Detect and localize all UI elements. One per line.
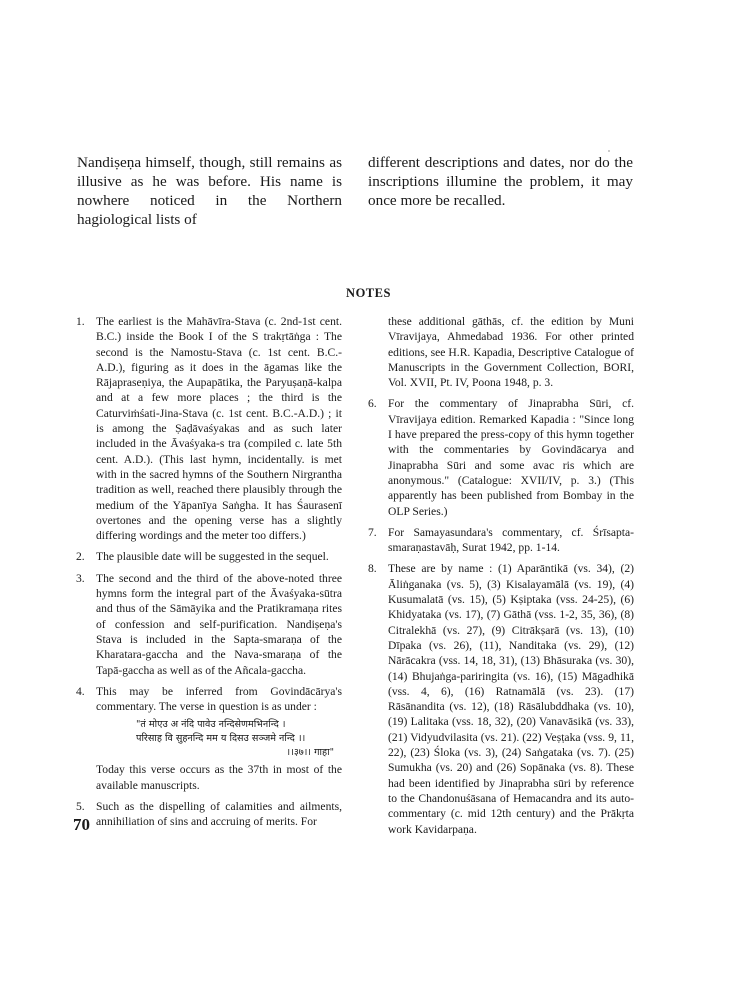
notes-right-column (368, 314, 634, 843)
verse-line: परिसाह वि सुहनन्दि मम य दिसउ सञ्जमे नन्दि ।। (136, 733, 306, 745)
note-number: 7. (368, 525, 377, 539)
top-left-paragraph: Nandiṣeṇa himself, though, still remains as illusive as he was before. His name is nowhere noticed in the Northern hagiological lists of (77, 154, 342, 228)
top-right-paragraph: different descriptions and dates, nor do the inscriptions illumine the problem, it may once more be recalled. (368, 154, 633, 209)
note-5-continued (368, 314, 634, 390)
note-2 (76, 549, 342, 564)
note-number: 4. (76, 684, 85, 698)
note-text-continued: Today this verse occurs as the 37th in most of the available manuscripts. (96, 763, 342, 792)
note-text: The earliest is the Mahāvīra-Stava (c. 2nd-1st cent. B.C.) inside the Book I of the S trakṛtāṅga : The second is the Namostu-Stava (c. 1st cent. B.C.-A.D.), figuring as it does in the āgamas like the Rājapraseṇiya, the Aupapātika, the Paryuṣaṇā-kalpa and at a few more places ; the third is the Caturviṁśati-Jina-Stava (c. 1st cent. B.C.-A.D.) ; it is among the Ṣaḍāvaśyakas and as such later included in the Āvaśyaka-s tra (compiled c. late 5th cent. A.D.). (This last hymn, incidentally. is met with in the sacred hymns of the Southern Nirgrantha tradition as well, reached there plausibly through the medium of the Yāpanīya Saṅgha. It has Śaurasenī overtones and the opening verse has a slightly differing wordings and the meter too differs.) (96, 315, 342, 543)
note-3 (76, 571, 342, 678)
note-text: Such as the dispelling of calamities and ailments, annihiliation of sins and accruing of merits. For (96, 800, 342, 829)
verse-block (96, 718, 342, 760)
note-number: 8. (368, 562, 377, 576)
note-text: The plausible date will be suggested in the sequel. (96, 550, 329, 564)
note-text: For the commentary of Jinaprabha Sūri, cf. Vīravijaya edition. Remarked Kapadia : "Since long I have prepared the press-copy of this hymn together with the commentaries by Govindācarya and Jinaprabha Sūri and some avac ris which are anonymous." (Catalogue: XVII/IV, p. 3.) (This apparently has been published from Bombay in the OLP Series.) (388, 397, 634, 518)
note-1 (76, 314, 342, 543)
note-number: 6. (368, 397, 377, 411)
note-number: 2. (76, 550, 85, 564)
scan-speck (608, 150, 610, 152)
page-number: 70 (73, 815, 90, 834)
note-7 (368, 525, 634, 556)
note-number: 3. (76, 571, 85, 585)
note-text: This may be inferred from Govindācārya's commentary. The verse in question is as under : (96, 684, 342, 714)
note-6 (368, 396, 634, 518)
note-text: these additional gāthās, cf. the edition by Muni Vīravijaya, Ahmedabad 1936. For other printed editions, see H.R. Kapadia, Descriptive Catalogue of Manuscripts in the Government Collection, BORI, Vol. XVII, Pt. IV, Poona 1948, p. 3. (388, 315, 634, 390)
note-number: 5. (76, 800, 85, 814)
notes-heading: NOTES (346, 286, 391, 300)
note-number: 1. (76, 315, 85, 328)
note-4 (76, 684, 342, 793)
note-5 (76, 799, 342, 830)
note-text: These are by name : (1) Aparāntikā (vs. 34), (2) Āliṅganaka (vs. 5), (3) Kisalayamālā (vs. 19), (4) Kusumalatā (vs. 15), (5) Kṣiptaka (vss. 24-25), (6) Khidyataka (vs. 17), (7) Gāthā (vss. 1-2, 35, 36), (8) Citralekhā (vs. 27), (9) Citrākṣarā (vs. 13), (10) Dīpaka (vs. 26), (11), Nanditaka (vs. 29), (12) Nārācakra (vss. 14, 18, 31), (13) Bhāsuraka (vs. 30), (14) Bhujaṅga-pariringita (vs. 16), (15) Māgadhikā (vss. 4, 6), (16) Ratnamālā (vs. 23). (17) Rāsānandita (vs. 12), (18) Rāsālubddhaka (vs. 10), (19) Lalitaka (vss. 18, 32), (20) Vanavāsikā (vs. 33), (21) Vidyudvilasita (vs. 21). (22) Veṣṭaka (vss. 9, 11, 22), (23) Śloka (vs. 3), (24) Saṅgataka (vs. 7). (25) Sumukha (vs. 20) and (26) Sopānaka (vs. 8). These had been identified by Jinaprabha sūri by reference to the Chandonuśāsana of Hemacandra and its auto-commentary (c. mid 12th century) and the Prākṛta work Kavidarpaṇa. (388, 562, 634, 836)
note-8 (368, 561, 634, 836)
verse-reference: ।।३७।। गाहा" (286, 747, 334, 759)
note-text: For Samayasundara's commentary, cf. Śrīsapta-smaraṇastavāḥ, Surat 1942, pp. 1-14. (388, 525, 634, 555)
notes-left-column (76, 314, 342, 836)
note-text: The second and the third of the above-noted three hymns form the integral part of the Āvaśyaka-sūtra and thus of the Sāmāyika and the Pratikramaṇa rites of confession and self-purification. Nandiṣeṇa's Stava is included in the Sapta-smaraṇa of the Kharatara-gaccha and the Nava-smaraṇa of the Tapā-gaccha as well as of the Añcala-gaccha. (96, 571, 342, 677)
verse-line: "तं मोएउ अ नंदि पावेउ नन्दिसेणमभिनन्दि । (136, 719, 286, 731)
